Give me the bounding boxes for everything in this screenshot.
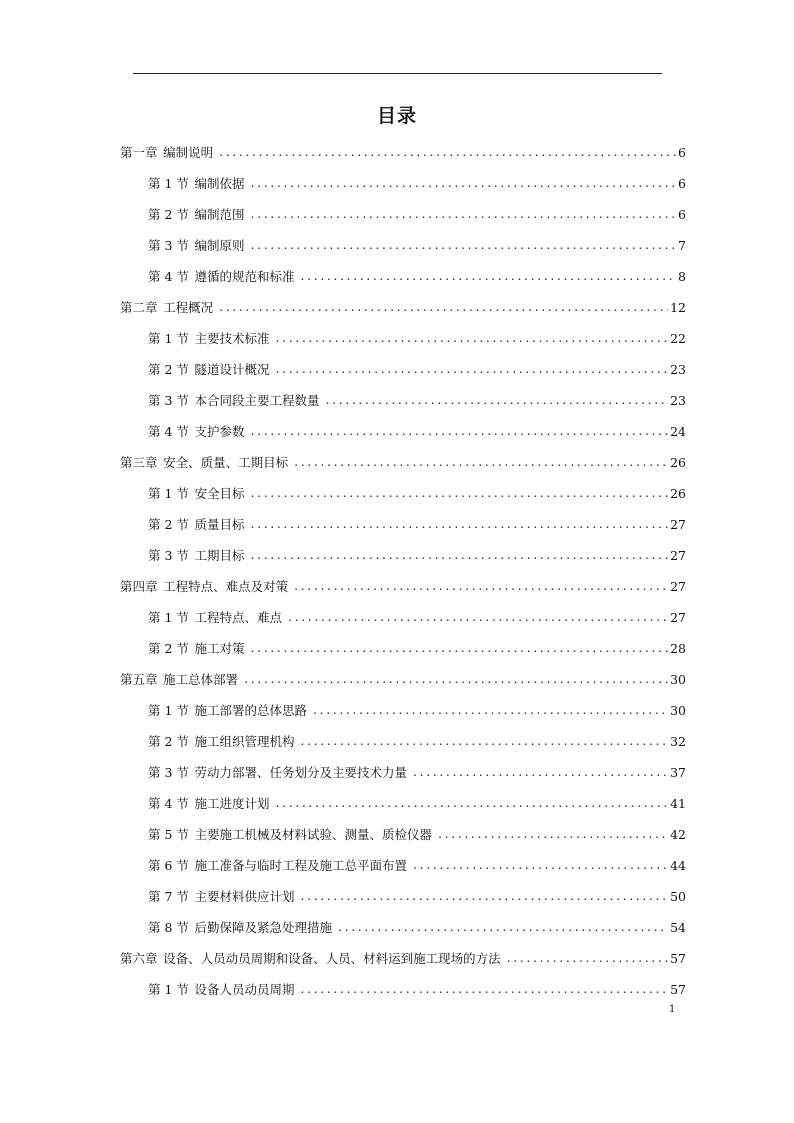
- toc-section-entry[interactable]: [148, 421, 686, 441]
- toc-entry-number: 第二章: [120, 300, 158, 315]
- toc-chapter-entry[interactable]: [120, 576, 686, 596]
- toc-entry-label: [148, 422, 251, 440]
- toc-entry-page: 30: [670, 671, 686, 687]
- toc-entry-page: 7: [678, 237, 686, 253]
- toc-entry-page: 23: [670, 361, 686, 377]
- toc-entry-number: 第五章: [120, 672, 158, 687]
- toc-entry-label: [148, 794, 276, 812]
- toc-entry-text: 劳动力部署、任务划分及主要技术力量: [194, 765, 408, 780]
- toc-entry-page: 50: [670, 888, 686, 904]
- toc-entry-number: 第 3 节: [148, 393, 189, 408]
- toc-entry-text: 安全目标: [194, 486, 245, 501]
- toc-entry-label: [148, 329, 276, 347]
- toc-entry-page: 27: [670, 609, 686, 625]
- toc-entry-text: 编制原则: [194, 238, 245, 253]
- toc-dot-leader: [251, 483, 669, 503]
- toc-entry-page: 22: [670, 330, 686, 346]
- toc-entry-number: 第 1 节: [148, 176, 189, 191]
- toc-section-entry[interactable]: [148, 173, 686, 193]
- toc-chapter-entry[interactable]: [120, 142, 686, 162]
- toc-section-entry[interactable]: [148, 762, 686, 782]
- toc-section-entry[interactable]: [148, 483, 686, 503]
- toc-entry-label: [148, 236, 251, 254]
- toc-section-entry[interactable]: [148, 700, 686, 720]
- toc-entry-page: 12: [670, 299, 686, 315]
- toc-dot-leader: [219, 297, 668, 317]
- toc-dot-leader: [326, 390, 669, 410]
- toc-entry-label: [148, 701, 313, 719]
- toc-section-entry[interactable]: [148, 607, 686, 627]
- toc-entry-text: 设备人员动员周期: [194, 982, 295, 997]
- toc-entry-text: 编制依据: [194, 176, 245, 191]
- toc-entry-label: [120, 949, 507, 967]
- toc-entry-number: 第四章: [120, 579, 158, 594]
- toc-section-entry[interactable]: [148, 514, 686, 534]
- toc-entry-number: 第 7 节: [148, 889, 189, 904]
- toc-section-entry[interactable]: [148, 359, 686, 379]
- toc-dot-leader: [338, 917, 668, 937]
- toc-section-entry[interactable]: [148, 266, 686, 286]
- toc-entry-number: 第 3 节: [148, 765, 189, 780]
- toc-entry-page: 6: [678, 206, 686, 222]
- toc-dot-leader: [294, 452, 668, 472]
- toc-entry-label: [148, 546, 251, 564]
- toc-entry-number: 第 4 节: [148, 424, 189, 439]
- toc-entry-page: 32: [670, 733, 686, 749]
- toc-entry-number: 第 2 节: [148, 207, 189, 222]
- toc-entry-page: 26: [670, 454, 686, 470]
- toc-section-entry[interactable]: [148, 886, 686, 906]
- toc-dot-leader: [276, 359, 669, 379]
- toc-dot-leader: [251, 638, 669, 658]
- toc-entry-number: 第六章: [120, 951, 158, 966]
- toc-section-entry[interactable]: [148, 917, 686, 937]
- toc-section-entry[interactable]: [148, 855, 686, 875]
- toc-dot-leader: [301, 731, 669, 751]
- toc-dot-leader: [251, 545, 669, 565]
- toc-entry-text: 编制范围: [194, 207, 245, 222]
- toc-entry-number: 第 2 节: [148, 641, 189, 656]
- toc-entry-page: 37: [670, 764, 686, 780]
- toc-dot-leader: [301, 979, 669, 999]
- toc-dot-leader: [301, 886, 669, 906]
- toc-section-entry[interactable]: [148, 204, 686, 224]
- toc-dot-leader: [438, 824, 668, 844]
- toc-dot-leader: [276, 793, 669, 813]
- toc-section-entry[interactable]: [148, 328, 686, 348]
- toc-dot-leader: [251, 421, 669, 441]
- toc-chapter-entry[interactable]: [120, 452, 686, 472]
- toc-entry-text: 施工部署的总体思路: [194, 703, 308, 718]
- toc-entry-label: [148, 887, 301, 905]
- toc-entry-text: 工程特点、难点: [194, 610, 283, 625]
- toc-entry-page: 57: [670, 950, 686, 966]
- toc-entry-page: 54: [670, 919, 686, 935]
- toc-section-entry[interactable]: [148, 545, 686, 565]
- toc-entry-number: 第一章: [120, 145, 158, 160]
- toc-dot-leader: [294, 576, 668, 596]
- toc-dot-leader: [413, 762, 668, 782]
- toc-section-entry[interactable]: [148, 824, 686, 844]
- toc-entry-number: 第 1 节: [148, 331, 189, 346]
- toc-entry-label: [148, 484, 251, 502]
- toc-entry-label: [148, 205, 251, 223]
- toc-entry-page: 28: [670, 640, 686, 656]
- toc-entry-text: 施工对策: [194, 641, 245, 656]
- toc-entry-label: [148, 732, 301, 750]
- toc-entry-text: 施工总体部署: [163, 672, 239, 687]
- toc-entry-page: 41: [670, 795, 686, 811]
- toc-entry-page: 26: [670, 485, 686, 501]
- toc-entry-text: 主要材料供应计划: [194, 889, 295, 904]
- toc-entry-number: 第 1 节: [148, 610, 189, 625]
- toc-entry-page: 30: [670, 702, 686, 718]
- toc-entry-text: 主要技术标准: [194, 331, 270, 346]
- toc-entry-label: [148, 391, 326, 409]
- toc-entry-label: [148, 174, 251, 192]
- toc-section-entry[interactable]: [148, 793, 686, 813]
- toc-entry-number: 第 3 节: [148, 238, 189, 253]
- toc-dot-leader: [288, 607, 668, 627]
- toc-entry-label: [148, 515, 251, 533]
- toc-section-entry[interactable]: [148, 638, 686, 658]
- toc-entry-page: 6: [678, 144, 686, 160]
- toc-chapter-entry[interactable]: [120, 669, 686, 689]
- toc-dot-leader: [251, 235, 677, 255]
- toc-entry-page: 27: [670, 547, 686, 563]
- toc-entry-text: 质量目标: [194, 517, 245, 532]
- toc-entry-label: [148, 763, 413, 781]
- toc-dot-leader: [251, 204, 677, 224]
- toc-entry-text: 后勤保障及紧急处理措施: [194, 920, 333, 935]
- toc-entry-label: [120, 298, 219, 316]
- toc-entry-number: 第 3 节: [148, 548, 189, 563]
- toc-dot-leader: [251, 173, 677, 193]
- toc-entry-text: 工程特点、难点及对策: [163, 579, 289, 594]
- toc-entry-number: 第 1 节: [148, 982, 189, 997]
- toc-chapter-entry[interactable]: [120, 948, 686, 968]
- header-rule: [133, 73, 662, 74]
- toc-dot-leader: [276, 328, 669, 348]
- toc-entry-text: 主要施工机械及材料试验、测量、质检仪器: [194, 827, 433, 842]
- toc-entry-label: [148, 980, 301, 998]
- page-number: 1: [669, 1004, 676, 1015]
- toc-entry-text: 施工进度计划: [194, 796, 270, 811]
- toc-entry-text: 支护参数: [194, 424, 245, 439]
- toc-entry-page: 57: [670, 981, 686, 997]
- toc-section-entry[interactable]: [148, 235, 686, 255]
- toc-entry-number: 第 5 节: [148, 827, 189, 842]
- toc-entry-text: 施工准备与临时工程及施工总平面布置: [194, 858, 408, 873]
- toc-entry-label: [148, 918, 338, 936]
- toc-entry-text: 工程概况: [163, 300, 214, 315]
- toc-dot-leader: [301, 266, 677, 286]
- toc-entry-number: 第 2 节: [148, 517, 189, 532]
- toc-dot-leader: [251, 514, 669, 534]
- page-title: 目录: [376, 105, 417, 127]
- toc-entry-number: 第 4 节: [148, 269, 189, 284]
- toc-dot-leader: [219, 142, 676, 162]
- toc-entry-number: 第 2 节: [148, 734, 189, 749]
- toc-entry-text: 本合同段主要工程数量: [194, 393, 320, 408]
- toc-entry-text: 安全、质量、工期目标: [163, 455, 289, 470]
- toc-entry-number: 第 2 节: [148, 362, 189, 377]
- toc-dot-leader: [507, 948, 668, 968]
- toc-entry-page: 27: [670, 516, 686, 532]
- toc-entry-text: 工期目标: [194, 548, 245, 563]
- toc-entry-label: [148, 825, 438, 843]
- toc-entry-page: 6: [678, 175, 686, 191]
- toc-section-entry[interactable]: [148, 731, 686, 751]
- toc-entry-number: 第 6 节: [148, 858, 189, 873]
- toc-entry-number: 第 1 节: [148, 703, 189, 718]
- toc-entry-page: 27: [670, 578, 686, 594]
- toc-section-entry[interactable]: [148, 979, 686, 999]
- toc-entry-page: 24: [670, 423, 686, 439]
- toc-entry-label: [148, 856, 413, 874]
- toc-entry-text: 遵循的规范和标准: [194, 269, 295, 284]
- toc-entry-label: [148, 360, 276, 378]
- toc-entry-label: [120, 577, 294, 595]
- toc-entry-label: [120, 453, 294, 471]
- toc-entry-label: [148, 639, 251, 657]
- toc-chapter-entry[interactable]: [120, 297, 686, 317]
- toc-entry-text: 编制说明: [163, 145, 214, 160]
- toc-entry-number: 第三章: [120, 455, 158, 470]
- toc-entry-page: 23: [670, 392, 686, 408]
- toc-entry-text: 隧道设计概况: [194, 362, 270, 377]
- toc-section-entry[interactable]: [148, 390, 686, 410]
- toc-entry-text: 施工组织管理机构: [194, 734, 295, 749]
- toc-dot-leader: [413, 855, 668, 875]
- toc-entry-label: [148, 267, 301, 285]
- toc-entry-page: 8: [678, 268, 686, 284]
- toc-entry-page: 44: [670, 857, 686, 873]
- toc-dot-leader: [244, 669, 668, 689]
- toc-entry-label: [148, 608, 288, 626]
- toc-entry-number: 第 8 节: [148, 920, 189, 935]
- toc-dot-leader: [313, 700, 668, 720]
- toc-entry-text: 设备、人员动员周期和设备、人员、材料运到施工现场的方法: [163, 951, 501, 966]
- toc-entry-number: 第 1 节: [148, 486, 189, 501]
- toc-entry-number: 第 4 节: [148, 796, 189, 811]
- toc-entry-label: [120, 143, 219, 161]
- toc-entry-label: [120, 670, 244, 688]
- toc-entry-page: 42: [670, 826, 686, 842]
